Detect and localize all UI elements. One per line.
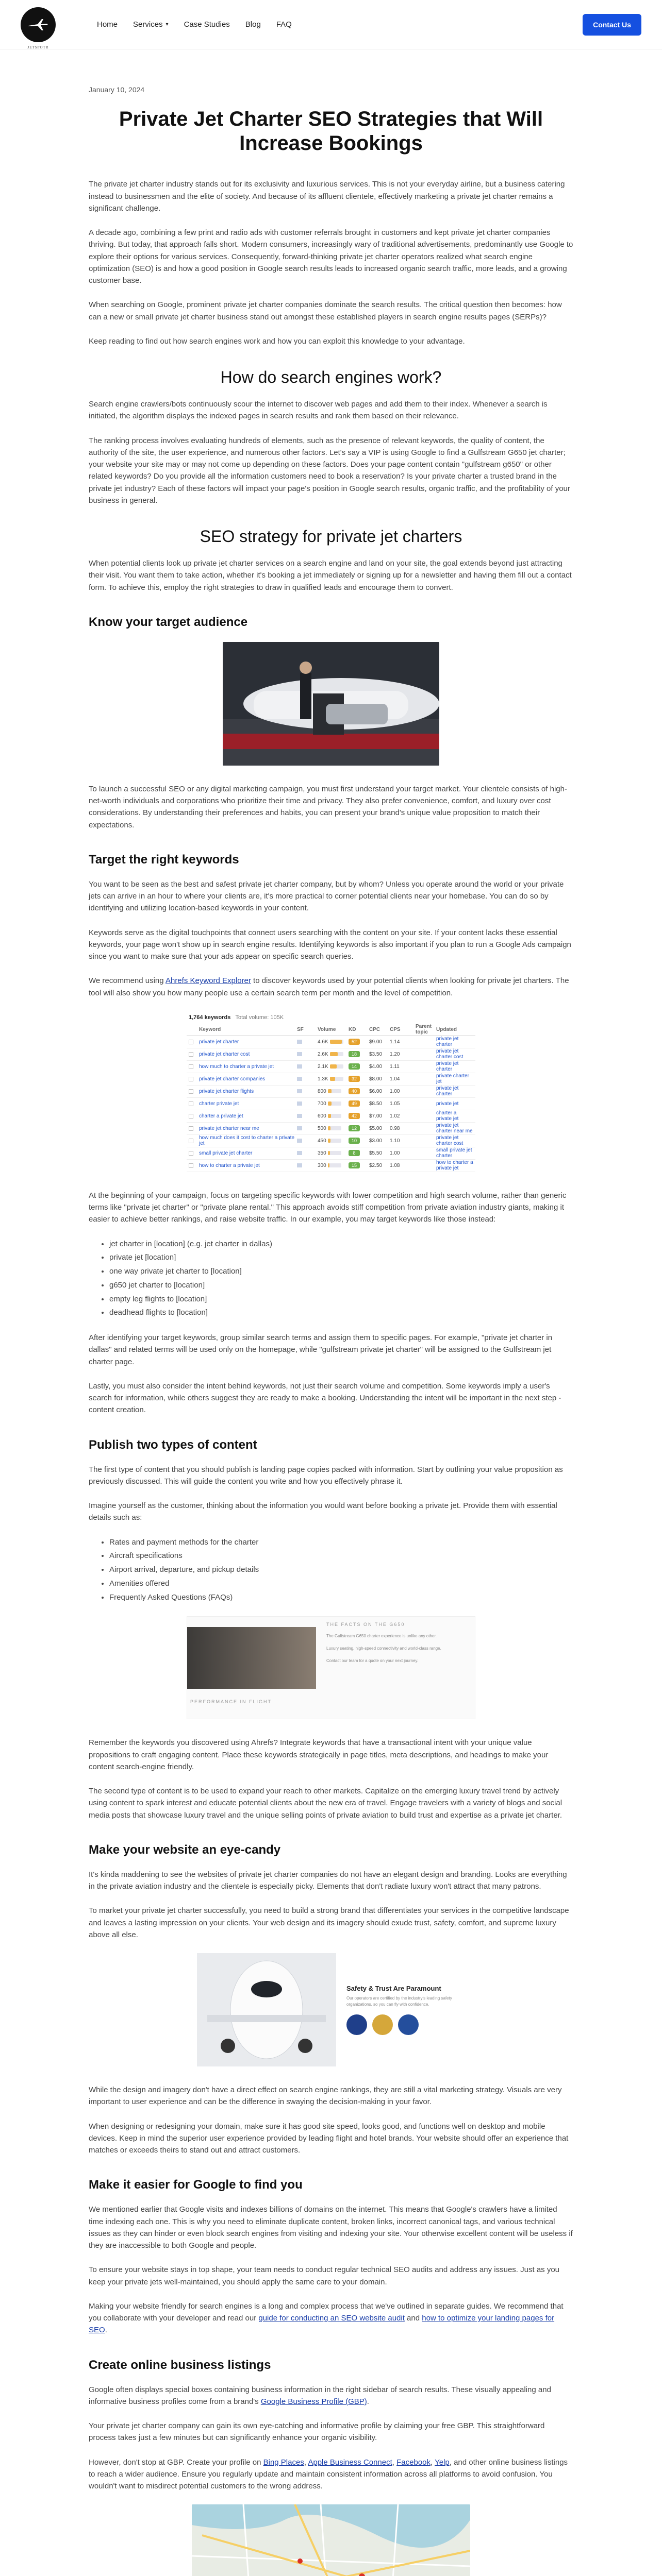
kd-badge: 32 (349, 1076, 360, 1082)
text-run: , and other online business listings to reach a wider audience. Ensure you regularly update and maintain consistent information across all platforms to avoid confusion. You wouldn't want to misdirect potential customers to the wrong address. (89, 2458, 568, 2491)
volume-value: 350 (318, 1150, 326, 1156)
table-row (187, 1036, 475, 1048)
nav-faq-label: FAQ (276, 20, 292, 29)
cps-cell: 1.05 (390, 1100, 400, 1107)
cpc-cell: $5.00 (369, 1125, 383, 1131)
subheading-findability: Make it easier for Google to find you (89, 2178, 303, 2192)
nav-home-label: Home (97, 20, 118, 29)
keyword-table-header (187, 1024, 475, 1036)
seo-audit-guide-link[interactable]: guide for conducting an SEO website audit (258, 2314, 405, 2323)
paragraph: A decade ago, combining a few print and radio ads with customer referrals brought in customers and kept private jet charter companies thriving. But today, that approach falls short. Modern consumers, increasingly wary of traditional advertisements, predominantly use Google to explore their options for various services. Consequently, forward-thinking private jet charter operators realized what search engine optimization (SEO) is and how a good position in Google search results leads to increased organic search traffic, more leads, and a growing customer base. (89, 228, 573, 285)
text-run: to discover keywords used by your potential clients when looking for private jet charters. The tool will also show you how many people use a certain search term per month and the level of competition. (89, 976, 569, 997)
gbp-link[interactable]: Google Business Profile (GBP) (260, 2397, 367, 2406)
list-item: • Aircraft specifications (109, 1550, 573, 1563)
cpc-cell: $2.50 (369, 1162, 383, 1168)
kd-badge: 15 (349, 1162, 360, 1168)
parent-topic-cell: charter a private jet (436, 1110, 459, 1122)
paragraph: Search engine crawlers/bots continuously scour the internet to discover web pages and add them to their index. Whenever a search is initiated, the algorithm displays the indexed pages in search results and rank them based on their relevance. (89, 400, 548, 421)
volume-bar-fill (328, 1114, 332, 1118)
row-checkbox[interactable] (189, 1040, 193, 1044)
cps-cell: 1.14 (390, 1039, 400, 1045)
g650-line-2: Luxury seating, high-speed connectivity and world-class range. (326, 1646, 441, 1651)
g650-photo (187, 1627, 316, 1689)
volume-bar (330, 1052, 343, 1056)
volume-bar-fill (330, 1064, 337, 1069)
main-nav (97, 20, 292, 29)
subheading-listings: Create online business listings (89, 2358, 271, 2372)
volume-bar-fill (328, 1163, 330, 1167)
row-checkbox[interactable] (189, 1126, 193, 1131)
keyword-total-volume: Total volume: 105K (235, 1014, 284, 1021)
safety-card (346, 1985, 465, 2035)
serp-feature-icon (297, 1139, 302, 1143)
table-row (187, 1160, 475, 1172)
volume-cell (318, 1101, 349, 1107)
keyword-table-column-header: KD (349, 1026, 356, 1032)
keyword-cell[interactable]: small private jet charter (199, 1150, 253, 1156)
nav-case-studies[interactable] (184, 20, 230, 29)
post-date: January 10, 2024 (89, 86, 145, 94)
keyword-table-body (187, 1036, 475, 1172)
serp-feature-icon (297, 1114, 302, 1118)
text-run: We recommend using (89, 976, 166, 986)
paragraph (89, 975, 573, 999)
keyword-table-column-header: Updated (436, 1026, 457, 1032)
paragraph: Lastly, you must also consider the intent behind keywords, not just their search volume and competition. Some keywords imply a user's search for information, while others suggest they are ready to make a booking. Understanding the intent will be important in the next step - content creation. (89, 1381, 561, 1415)
keyword-table-screenshot (187, 1011, 475, 1172)
cps-cell: 1.00 (390, 1150, 400, 1156)
paragraph: At the beginning of your campaign, focus on targeting specific keywords with lower competition and high search volume, rather than generic terms like "private jet charter" or "private plane rental." This approach avoids stiff competition from private aviation industry giants, making it easier to achieve better rankings, and raise website traffic. In our example, you may target keywords like those instead: (89, 1191, 567, 1224)
cpc-cell: $8.50 (369, 1100, 383, 1107)
row-checkbox[interactable] (189, 1052, 193, 1057)
text-run: , (304, 2458, 308, 2467)
serp-feature-icon (297, 1101, 302, 1106)
volume-bar (328, 1089, 341, 1093)
list-item: • Airport arrival, departure, and pickup details (109, 1564, 573, 1577)
safety-card-title: Safety & Trust Are Paramount (346, 1985, 441, 1993)
cps-cell: 1.10 (390, 1138, 400, 1144)
paragraph: The private jet charter industry stands out for its exclusivity and luxurious services. This is not your everyday airline, but a business catering instead to businessmen and the elite of society. And because of its affluent clientele, effectively marketing a private jet charter remains a significant challenge. (89, 180, 565, 213)
volume-cell (318, 1064, 349, 1070)
volume-cell (318, 1039, 349, 1045)
nav-services[interactable] (133, 20, 169, 29)
apple-business-link[interactable]: Apple Business Connect (308, 2458, 392, 2467)
volume-bar (330, 1064, 343, 1069)
keyword-cell[interactable]: private jet charter near me (199, 1125, 259, 1131)
table-row (187, 1123, 475, 1135)
serp-feature-icon (297, 1151, 302, 1155)
paragraph: To market your private jet charter successfully, you need to build a strong brand that differentiates your services in the competitive landscape and leaves a lasting impression on your clients. Your web design and its imagery should exude trust, safety, comfort, and supreme luxury above all else. (89, 1906, 569, 1939)
volume-bar-fill (328, 1101, 332, 1106)
volume-value: 2.1K (318, 1063, 328, 1070)
keyword-cell[interactable]: private jet charter cost (199, 1051, 250, 1057)
volume-value: 800 (318, 1088, 326, 1094)
landing-pages-guide-link[interactable]: how to optimize your landing pages for SEO (89, 2314, 555, 2335)
paragraph: Keep reading to find out how search engines work and how you can exploit this knowledge to your advantage. (89, 336, 465, 346)
subheading-eye-candy: Make your website an eye-candy (89, 1842, 281, 1857)
list-item: • Amenities offered (109, 1578, 573, 1590)
paragraph (89, 2384, 573, 2408)
row-checkbox[interactable] (189, 1163, 193, 1168)
serp-feature-icon (297, 1163, 302, 1167)
volume-bar (328, 1139, 341, 1143)
safety-card-text: Our operators are certified by the industry's leading safety organizations, so you can fly with confidence. (346, 1996, 452, 2007)
keyword-cell[interactable]: private jet charter flights (199, 1088, 254, 1094)
section-heading-search-engines: How do search engines work? (220, 368, 442, 387)
jet-logo-icon (27, 17, 49, 32)
cpc-cell: $5.50 (369, 1150, 383, 1156)
volume-bar (328, 1163, 341, 1167)
keyword-cell[interactable]: private jet charter companies (199, 1076, 266, 1082)
text-run: However, don't stop at GBP. Create your profile on (89, 2458, 263, 2467)
list-item: • Rates and payment methods for the charter (109, 1536, 573, 1549)
volume-bar (330, 1077, 343, 1081)
paragraph (89, 2300, 573, 2336)
yelp-link[interactable]: Yelp (435, 2458, 450, 2467)
list-item: • Frequently Asked Questions (FAQs) (109, 1591, 573, 1604)
volume-bar-fill (330, 1077, 335, 1081)
kd-badge: 10 (349, 1138, 360, 1144)
row-checkbox[interactable] (189, 1114, 193, 1118)
serp-feature-icon (297, 1064, 302, 1069)
g650-line-1: The Gulfstream G650 charter experience is unlike any other. (326, 1634, 437, 1639)
subheading-audience: Know your target audience (89, 615, 248, 629)
jet-nose-photo (197, 1953, 336, 2066)
facebook-link[interactable]: Facebook (396, 2458, 431, 2467)
volume-value: 300 (318, 1162, 326, 1168)
ahrefs-link[interactable]: Ahrefs Keyword Explorer (165, 976, 251, 986)
table-row (187, 1073, 475, 1086)
content-bullet-list (109, 1536, 573, 1604)
jet-boarding-photo (223, 642, 439, 766)
kd-badge: 40 (349, 1088, 360, 1094)
cps-cell: 1.20 (390, 1051, 400, 1057)
volume-value: 2.6K (318, 1051, 328, 1057)
caret-down-icon: ▾ (166, 22, 169, 27)
list-item: • jet charter in [location] (e.g. jet charter in dallas) (109, 1238, 573, 1251)
volume-bar-fill (328, 1089, 332, 1093)
g650-heading: THE FACTS ON THE G650 (326, 1622, 405, 1628)
g650-line-3: Contact our team for a quote on your next journey. (326, 1658, 419, 1664)
contact-us-button[interactable]: Contact Us (583, 14, 641, 36)
logo-wordmark: JETSPOTR (27, 45, 49, 49)
cpc-cell: $3.00 (369, 1138, 383, 1144)
parent-topic-cell: private jet charter cost (436, 1135, 464, 1147)
serp-feature-icon (297, 1089, 302, 1093)
table-row (187, 1135, 475, 1147)
row-checkbox[interactable] (189, 1064, 193, 1069)
kd-badge: 42 (349, 1113, 360, 1119)
paragraph: It's kinda maddening to see the websites of private jet charter companies do not have an elegant design and branding. Looks are everything in the private aviation industry and the clientele is especially picky. Elements that don't radiate luxury won't attract that many patrons. (89, 1870, 567, 1891)
volume-bar-fill (328, 1139, 330, 1143)
section-heading-seo-strategy: SEO strategy for private jet charters (200, 527, 462, 546)
parent-topic-cell: private jet (436, 1100, 459, 1107)
table-row (187, 1086, 475, 1098)
paragraph: We mentioned earlier that Google visits and indexes billions of domains on the internet. This means that Google's crawlers have a limited time indexing each one. This is why you need to eliminate duplicate content, broken links, incorrect canonical tags, and various technical issues as they can hinder or even block search engines from visiting and indexing your site. Your otherwise excellent content will be useless if they are inaccessible to both Google and people. (89, 2205, 573, 2250)
volume-bar-fill (328, 1126, 331, 1130)
parent-topic-cell: private jet charter cost (436, 1048, 464, 1060)
nav-home[interactable] (97, 20, 118, 29)
safety-page-screenshot (197, 1953, 465, 2066)
keyword-table-summary (187, 1011, 475, 1024)
row-checkbox[interactable] (189, 1077, 193, 1081)
badge-icon (346, 2014, 367, 2035)
cpc-cell: $4.00 (369, 1063, 383, 1070)
text-run: and (404, 2314, 422, 2323)
table-row (187, 1061, 475, 1073)
keyword-bullet-list (109, 1238, 573, 1320)
kd-badge: 8 (349, 1150, 360, 1156)
badge-icon (398, 2014, 419, 2035)
volume-bar-fill (330, 1052, 338, 1056)
cps-cell: 1.00 (390, 1088, 400, 1094)
keyword-table-column-header: CPS (390, 1026, 401, 1032)
list-item: • empty leg flights to [location] (109, 1293, 573, 1306)
volume-cell (318, 1163, 349, 1168)
paragraph: After identifying your target keywords, group similar search terms and assign them to specific pages. For example, "private jet charter in dallas" and related terms will be used only on the homepage, while "gulfstream private jet charter" will be assigned to the Gulfstream jet charter page. (89, 1333, 553, 1366)
cps-cell: 1.02 (390, 1113, 400, 1119)
nav-case-studies-label: Case Studies (184, 20, 230, 29)
list-item: • private jet [location] (109, 1251, 573, 1264)
article (89, 49, 573, 2576)
volume-value: 600 (318, 1113, 326, 1119)
nav-blog-label: Blog (245, 20, 261, 29)
parent-topic-cell: private jet charter near me (436, 1123, 473, 1134)
nav-services-label: Services (133, 20, 163, 29)
cpc-cell: $9.00 (369, 1039, 383, 1045)
cpc-cell: $8.00 (369, 1076, 383, 1082)
volume-cell (318, 1138, 349, 1144)
paragraph: While the design and imagery don't have a direct effect on search engine rankings, they are still a vital marketing strategy. Visuals are very important to user experience and can be the difference in swaying the decision-making in your favor. (89, 2086, 562, 2107)
table-row (187, 1048, 475, 1061)
cpc-cell: $7.00 (369, 1113, 383, 1119)
list-item: • one way private jet charter to [location] (109, 1265, 573, 1278)
table-row (187, 1147, 475, 1160)
kd-badge: 14 (349, 1063, 360, 1070)
text-run: Making your website friendly for search engines is a long and complex process that we've outlined in separate guides. We recommend that you collaborate with your developer and read our (89, 2301, 564, 2323)
cps-cell: 1.11 (390, 1063, 400, 1070)
volume-value: 500 (318, 1125, 326, 1131)
kd-badge: 12 (349, 1125, 360, 1131)
keyword-cell[interactable]: private jet charter (199, 1039, 239, 1045)
keyword-cell[interactable]: how to charter a private jet (199, 1162, 260, 1168)
table-row (187, 1110, 475, 1123)
parent-topic-cell: private charter jet (436, 1073, 469, 1085)
volume-bar (328, 1126, 341, 1130)
volume-cell (318, 1076, 349, 1082)
volume-bar-fill (330, 1040, 342, 1044)
g650-tagline: PERFORMANCE IN FLIGHT (190, 1699, 272, 1705)
paragraph (89, 2456, 573, 2493)
subheading-content: Publish two types of content (89, 1437, 257, 1452)
keyword-table-column-header: CPC (369, 1026, 380, 1032)
badge-icon (372, 2014, 393, 2035)
parent-topic-cell: how to charter a private jet (436, 1160, 473, 1172)
kd-badge: 52 (349, 1039, 360, 1045)
volume-bar-fill (328, 1151, 330, 1155)
volume-value: 1.3K (318, 1076, 328, 1082)
list-item: • g650 jet charter to [location] (109, 1279, 573, 1292)
paragraph: Remember the keywords you discovered using Ahrefs? Integrate keywords that have a transactional intent with your unique value propositions to craft engaging content. Place these keywords strategically in page titles, meta descriptions, and headings to make your content search-engine friendly. (89, 1738, 549, 1771)
row-checkbox[interactable] (189, 1101, 193, 1106)
kd-badge: 18 (349, 1051, 360, 1057)
serp-feature-icon (297, 1040, 302, 1044)
keyword-table-column-header: Keyword (199, 1026, 221, 1032)
nav-faq[interactable] (276, 20, 292, 29)
paragraph: You want to be seen as the best and safest private jet charter company, but by whom? Unless you operate around the world or your private jets can arrive in an hour to where your clients are, it's more practical to corner potential clients near your homebase. You can do so by identifying and utilizing location-based keywords in your content. (89, 879, 564, 913)
volume-cell (318, 1089, 349, 1094)
serp-feature-icon (297, 1052, 302, 1056)
keyword-table-column-header: Parent topic (416, 1024, 432, 1036)
volume-value: 4.6K (318, 1039, 328, 1045)
g650-page-screenshot (187, 1616, 475, 1719)
parent-topic-cell: private jet charter (436, 1036, 459, 1048)
cps-cell: 0.98 (390, 1125, 400, 1131)
keyword-cell[interactable]: how much to charter a private jet (199, 1063, 274, 1070)
cpc-cell: $6.00 (369, 1088, 383, 1094)
volume-bar (328, 1151, 341, 1155)
serp-feature-icon (297, 1126, 302, 1130)
site-header (0, 0, 662, 49)
text-run: Google often displays special boxes containing business information in the right sidebar of search results. These visually appealing and informative business profiles come from a brand's (89, 2385, 551, 2406)
paragraph: To ensure your website stays in top shape, your team needs to conduct regular technical SEO audits and address any issues. Just as you keep your private jets well-maintained, you should apply the same care to your domain. (89, 2265, 560, 2286)
volume-value: 450 (318, 1138, 326, 1144)
post-title: Private Jet Charter SEO Strategies that Will Increase Bookings (119, 108, 543, 155)
paragraph: Imagine yourself as the customer, thinking about the information you would want before booking a private jet. Provide them with essential details such as: (89, 1501, 557, 1522)
cpc-cell: $3.50 (369, 1051, 383, 1057)
keyword-count: 1,764 keywords (189, 1014, 231, 1021)
text-run: . (367, 2397, 369, 2406)
keyword-cell[interactable]: charter private jet (199, 1100, 239, 1107)
list-item: • deadhead flights to [location] (109, 1307, 573, 1319)
site-logo[interactable] (21, 7, 56, 49)
paragraph: The ranking process involves evaluating hundreds of elements, such as the presence of relevant keywords, the quality of content, the authority of the site, the user experience, and numerous other factors. Let's say a VIP is using Google to find a Gulfstream G650 jet charter; your website your site may or may not come up depending on these factors. Does your page content contain "gulfstream g650" or other related keywords? Do you provide all the information customers need to book a reservation? Is your private charter a trusted brand in the private jet industry? Each of these factors will impact your page's position in Google search results, organic traffic, and the profitability of your business in general. (89, 436, 570, 505)
serp-feature-icon (297, 1077, 302, 1081)
bing-places-link[interactable]: Bing Places (263, 2458, 304, 2467)
text-run: , (431, 2458, 435, 2467)
parent-topic-cell: private jet charter (436, 1086, 459, 1097)
keyword-table-column-header: Volume (318, 1026, 336, 1032)
subheading-keywords: Target the right keywords (89, 852, 239, 867)
parent-topic-cell: private jet charter (436, 1061, 459, 1073)
volume-bar (328, 1114, 341, 1118)
paragraph: When potential clients look up private jet charter services on a search engine and land on your site, the goal extends beyond just attracting their visit. You want them to take action, whether it's booking a jet immediately or signing up for a newsletter and having them fill out a contact form. To achieve this, employ the right strategies to draw in qualified leads and encourage them to convert. (89, 559, 572, 592)
text-run: . (105, 2326, 107, 2335)
nav-blog[interactable] (245, 20, 261, 29)
row-checkbox[interactable] (189, 1139, 193, 1143)
row-checkbox[interactable] (189, 1151, 193, 1156)
paragraph: Your private jet charter company can gain its own eye-catching and informative profile by claiming your free GBP. This straightforward process takes just a few minutes but can significantly enhance your organic visibility. (89, 2421, 545, 2443)
paragraph: When designing or redesigning your domain, make sure it has good site speed, looks good, and functions well on desktop and mobile devices. Keep in mind the superior user experience provided by leading flight and hotel brands. Your website should offer an experience that matches or exceeds theirs to stand out and attract customers. (89, 2122, 569, 2155)
volume-cell (318, 1150, 349, 1156)
volume-bar (328, 1101, 341, 1106)
paragraph: Keywords serve as the digital touchpoints that connect users searching with the content on your site. If your content lacks these essential keywords, your page won't show up in search engine results. Identifying keywords is also important if you plan to run a Google Ads campaign since you want to make sure that your ads appear on specific search queries. (89, 928, 571, 961)
table-row (187, 1098, 475, 1110)
paragraph: The second type of content is to be used to expand your reach to other markets. Capitalize on the emerging luxury travel trend by actively using content to spark interest and educate potential clients about the new era of travel. Engage travelers with a variety of blogs and social media posts that showcase luxury travel and the unique selling points of private aviation to build trust and expertise as a private jet charter. (89, 1787, 562, 1820)
keyword-table-column-header: SF (297, 1026, 304, 1032)
paragraph: When searching on Google, prominent private jet charter companies dominate the search results. The critical question then becomes: how can a new or small private jet charter business stand out amongst these established players in search engine results pages (SERPs)? (89, 300, 562, 321)
paragraph: The first type of content that you should publish is landing page copies packed with information. Start by outlining your value proposition as previously discussed. This will guide the content you write and how you effectively phrase it. (89, 1465, 563, 1486)
volume-cell (318, 1113, 349, 1119)
certification-badges (346, 2014, 465, 2035)
cps-cell: 1.04 (390, 1076, 400, 1082)
map-screenshot (192, 2504, 470, 2576)
keyword-cell[interactable]: how much does it cost to charter a private jet (199, 1135, 295, 1147)
kd-badge: 49 (349, 1100, 360, 1107)
volume-value: 700 (318, 1100, 326, 1107)
parent-topic-cell: small private jet charter (436, 1147, 472, 1159)
volume-cell (318, 1052, 349, 1057)
keyword-cell[interactable]: charter a private jet (199, 1113, 243, 1119)
cps-cell: 1.08 (390, 1162, 400, 1168)
volume-cell (318, 1126, 349, 1131)
row-checkbox[interactable] (189, 1089, 193, 1094)
volume-bar (330, 1040, 343, 1044)
text-run: , (392, 2458, 397, 2467)
paragraph: To launch a successful SEO or any digital marketing campaign, you must first understand your target market. Your clientele consists of high-net-worth individuals and corporations who prioritize their time and privacy. They also prefer convenience, comfort, and luxury over cost considerations. By understanding their preferences and habits, you can present your brand's unique value proposition to match their expectations. (89, 784, 567, 829)
